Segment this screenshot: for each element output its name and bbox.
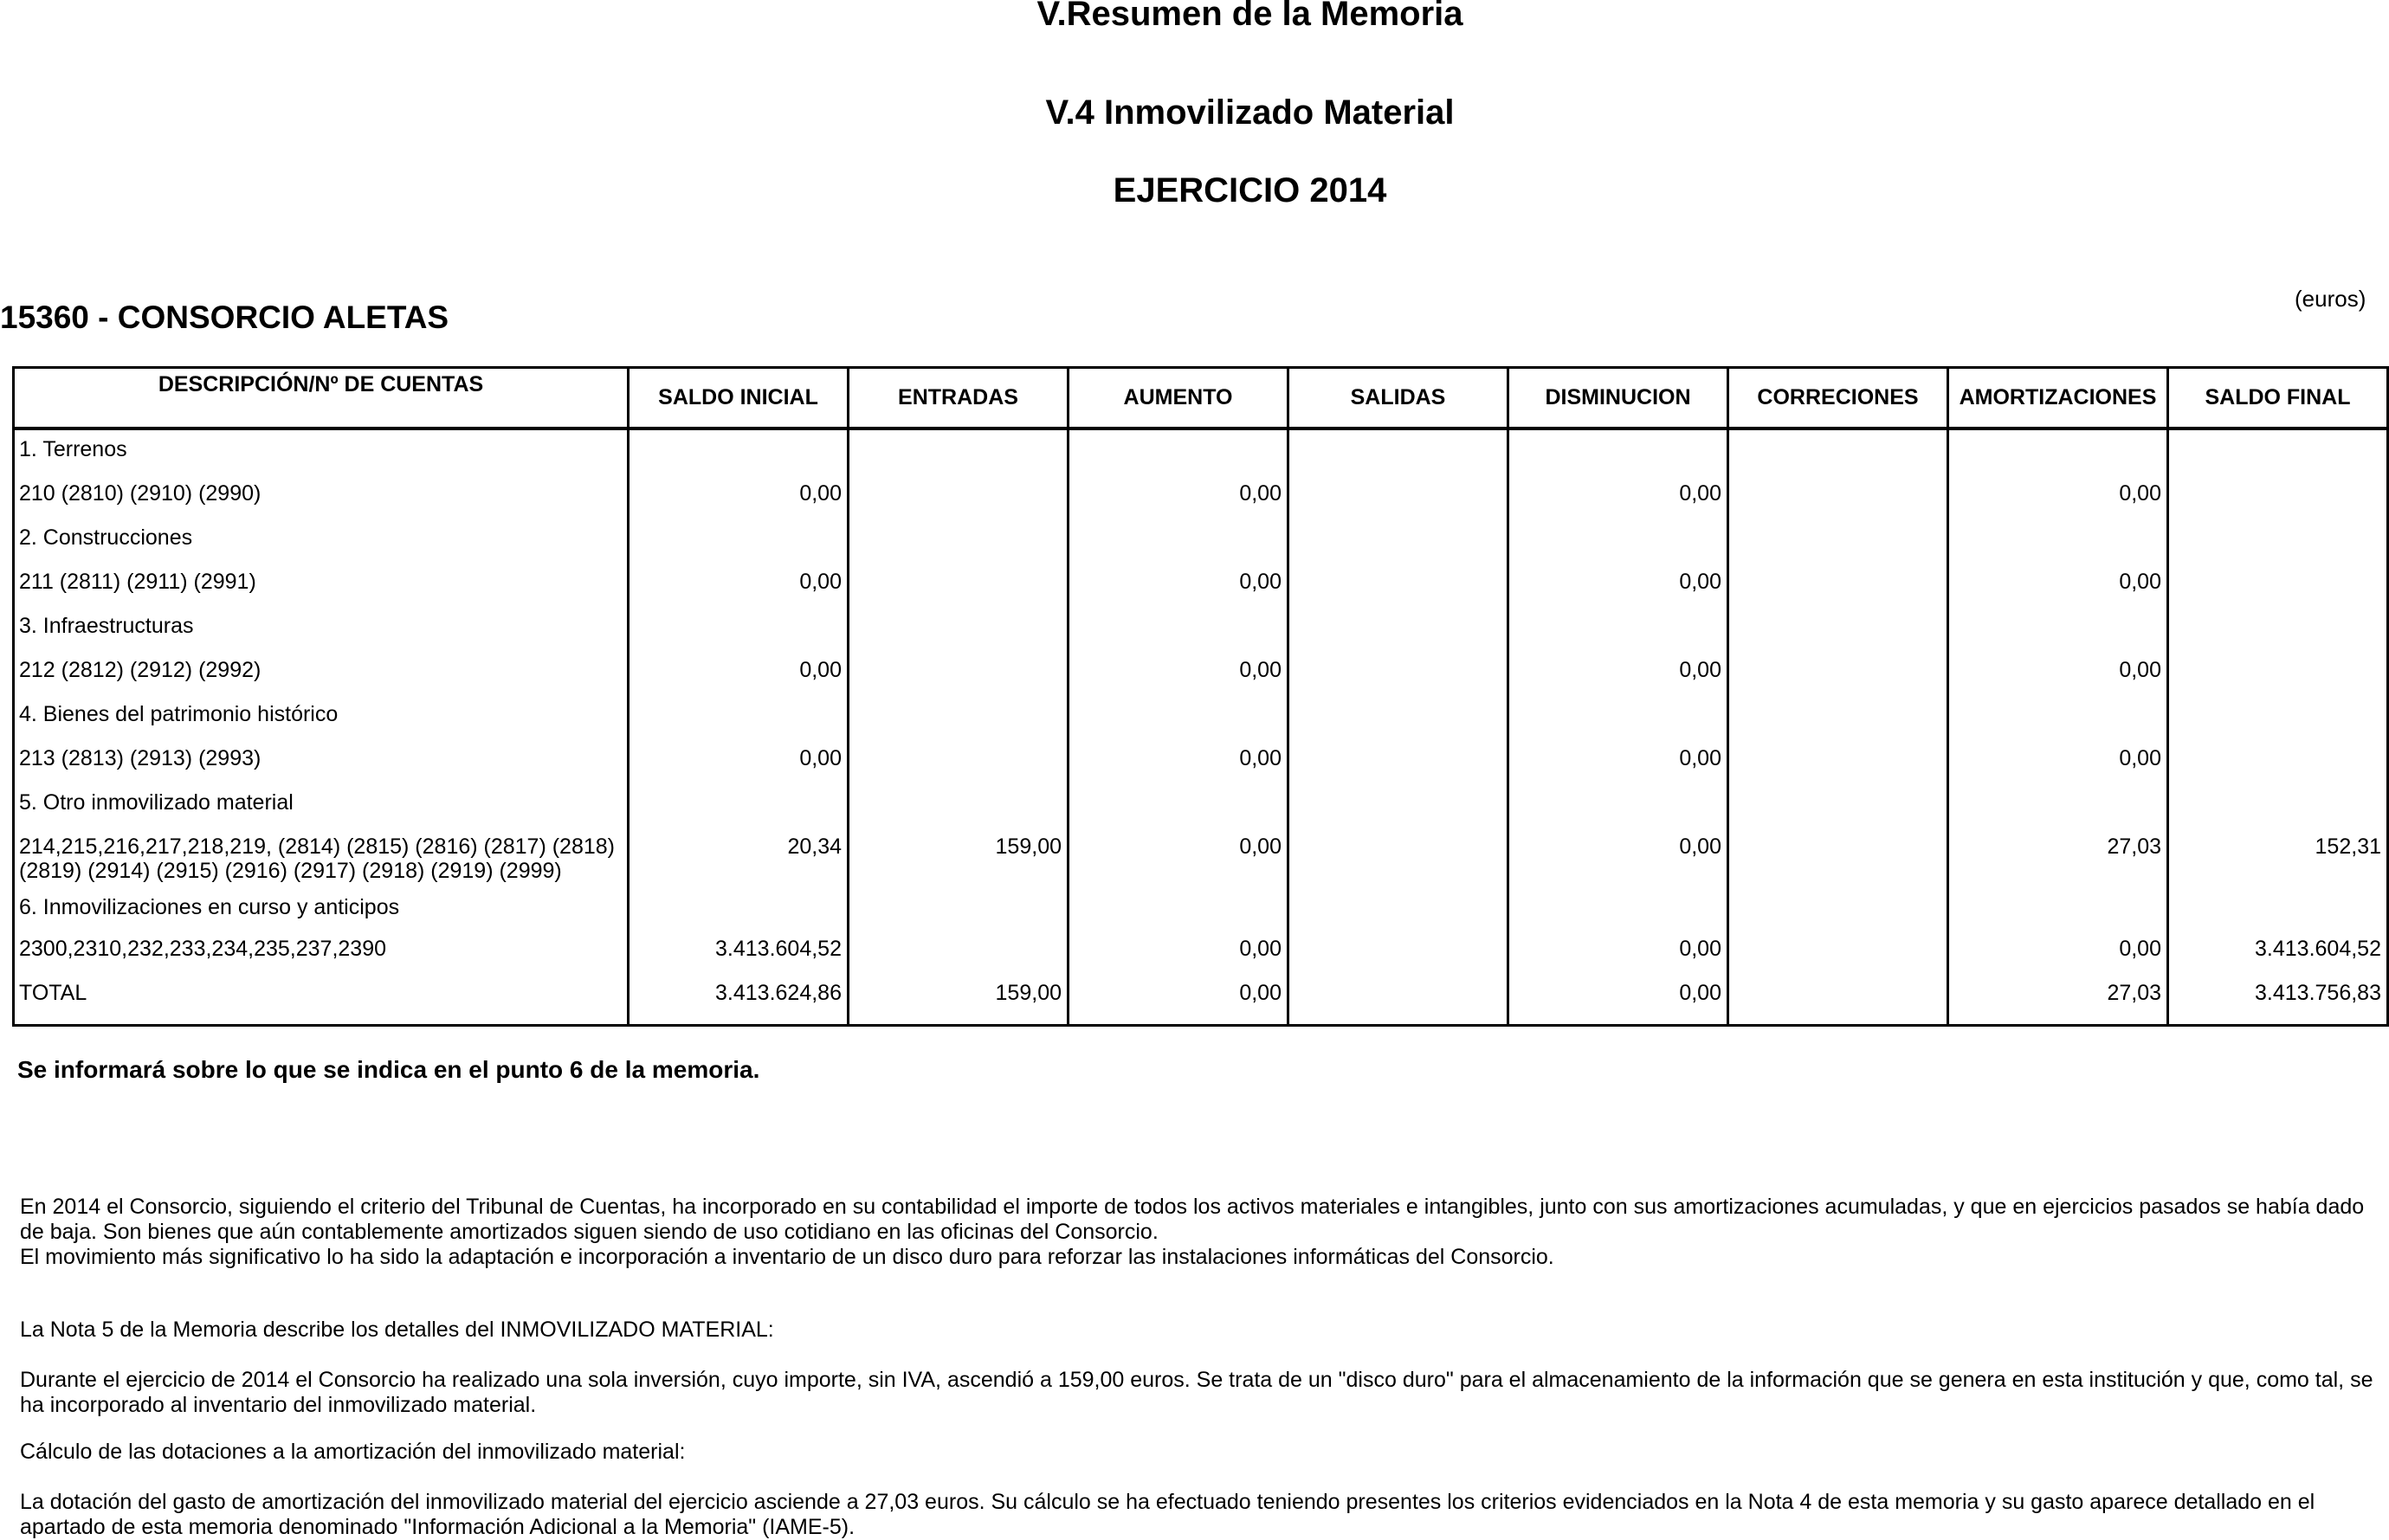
table-row	[14, 700, 2388, 744]
table-row	[14, 833, 2388, 893]
cell-entradas	[849, 893, 1069, 935]
table-header-row	[14, 368, 2388, 429]
table-row	[14, 744, 2388, 789]
cell-saldo-inicial	[629, 893, 849, 935]
cell-salidas	[1288, 744, 1508, 789]
cell-saldo-final	[2168, 700, 2388, 744]
cell-amortizaciones: 0,00	[1948, 744, 2168, 789]
col-header-aumento: AUMENTO	[1069, 368, 1288, 429]
cell-entradas	[849, 656, 1069, 700]
cell-correciones	[1728, 935, 1948, 979]
cell-disminucion: 0,00	[1508, 480, 1728, 524]
table-row	[14, 935, 2388, 979]
cell-aumento	[1069, 893, 1288, 935]
cell-saldo-final	[2168, 524, 2388, 568]
cell-saldo-final	[2168, 893, 2388, 935]
cell-saldo-inicial: 0,00	[629, 744, 849, 789]
cell-amortizaciones: 0,00	[1948, 568, 2168, 612]
paragraph-criterio: En 2014 el Consorcio, siguiendo el criterio del Tribunal de Cuentas, ha incorporado en su contabilidad el importe de todos los activos materiales e intangibles, junto con sus amortizaciones acumuladas, y que en ejercicios pasados se había dado de baja. Son bienes que aún contablemente amortizados siguen siendo de uso cotidiano en las oficinas del Consorcio.	[20, 1195, 2365, 1244]
cell-entradas	[849, 568, 1069, 612]
cell-correciones	[1728, 789, 1948, 833]
cell-entradas	[849, 480, 1069, 524]
cell-saldo-final	[2168, 428, 2388, 480]
cell-salidas	[1288, 524, 1508, 568]
cell-amortizaciones	[1948, 524, 2168, 568]
cell-saldo-inicial: 0,00	[629, 480, 849, 524]
cell-disminucion: 0,00	[1508, 979, 1728, 1026]
table-row	[14, 893, 2388, 935]
paragraph-inversion: Durante el ejercicio de 2014 el Consorcio ha realizado una sola inversión, cuyo importe, sin IVA, ascendió a 159,00 euros. Se trata de un "disco duro" para el almacenamiento de la información que se genera en esta institución y que, como tal, se ha incorporado al inventario del inmovilizado material.	[20, 1368, 2373, 1417]
cell-amortizaciones: 27,03	[1948, 833, 2168, 893]
cell-aumento: 0,00	[1069, 568, 1288, 612]
table-row	[14, 480, 2388, 524]
paragraph-nota5: La Nota 5 de la Memoria describe los detalles del INMOVILIZADO MATERIAL:	[20, 1318, 774, 1342]
cell-amortizaciones	[1948, 700, 2168, 744]
col-header-amortizaciones: AMORTIZACIONES	[1948, 368, 2168, 429]
cell-correciones	[1728, 979, 1948, 1026]
col-header-salidas: SALIDAS	[1288, 368, 1508, 429]
cell-saldo-final	[2168, 568, 2388, 612]
row-description: 212 (2812) (2912) (2992)	[14, 656, 629, 700]
col-header-saldo-inicial: SALDO INICIAL	[629, 368, 849, 429]
cell-aumento	[1069, 428, 1288, 480]
row-description: 211 (2811) (2911) (2991)	[14, 568, 629, 612]
section-title: V.4 Inmovilizado Material	[1045, 93, 1455, 132]
cell-entradas	[849, 524, 1069, 568]
table-row	[14, 656, 2388, 700]
table-row	[14, 428, 2388, 480]
row-description: 214,215,216,217,218,219, (2814) (2815) (2816) (2817) (2818) (2819) (2914) (2915) (2916) (2917) (2918) (2919) (2999)	[14, 833, 629, 893]
cell-amortizaciones: 27,03	[1948, 979, 2168, 1026]
cell-correciones	[1728, 656, 1948, 700]
fiscal-year-title: EJERCICIO 2014	[1113, 171, 1387, 209]
cell-correciones	[1728, 428, 1948, 480]
cell-aumento: 0,00	[1069, 935, 1288, 979]
cell-correciones	[1728, 744, 1948, 789]
paragraph-calculo-heading: Cálculo de las dotaciones a la amortización del inmovilizado material:	[20, 1440, 686, 1464]
col-header-saldo-final: SALDO FINAL	[2168, 368, 2388, 429]
row-description: 3. Infraestructuras	[14, 612, 629, 656]
table-row	[14, 568, 2388, 612]
row-description: 213 (2813) (2913) (2993)	[14, 744, 629, 789]
cell-entradas	[849, 428, 1069, 480]
cell-entradas	[849, 700, 1069, 744]
table-row	[14, 612, 2388, 656]
report-title: V.Resumen de la Memoria	[1036, 0, 1463, 33]
cell-saldo-inicial	[629, 612, 849, 656]
cell-disminucion: 0,00	[1508, 833, 1728, 893]
table-total-row	[14, 979, 2388, 1026]
cell-disminucion: 0,00	[1508, 656, 1728, 700]
cell-amortizaciones	[1948, 893, 2168, 935]
row-description: 2300,2310,232,233,234,235,237,2390	[14, 935, 629, 979]
cell-salidas	[1288, 935, 1508, 979]
cell-saldo-inicial	[629, 700, 849, 744]
col-header-descripcion: DESCRIPCIÓN/Nº DE CUENTAS	[14, 368, 629, 429]
cell-salidas	[1288, 700, 1508, 744]
cell-correciones	[1728, 612, 1948, 656]
currency-units: (euros)	[2295, 286, 2366, 312]
cell-amortizaciones: 0,00	[1948, 656, 2168, 700]
cell-saldo-final: 152,31	[2168, 833, 2388, 893]
row-description: 5. Otro inmovilizado material	[14, 789, 629, 833]
memo-reference-note: Se informará sobre lo que se indica en el punto 6 de la memoria.	[17, 1056, 760, 1083]
cell-amortizaciones	[1948, 612, 2168, 656]
cell-aumento	[1069, 612, 1288, 656]
cell-amortizaciones	[1948, 789, 2168, 833]
cell-amortizaciones: 0,00	[1948, 480, 2168, 524]
cell-aumento	[1069, 700, 1288, 744]
cell-aumento: 0,00	[1069, 656, 1288, 700]
cell-disminucion	[1508, 789, 1728, 833]
cell-disminucion: 0,00	[1508, 568, 1728, 612]
cell-entradas	[849, 744, 1069, 789]
cell-amortizaciones: 0,00	[1948, 935, 2168, 979]
cell-salidas	[1288, 789, 1508, 833]
cell-salidas	[1288, 656, 1508, 700]
paragraph-movimiento: El movimiento más significativo lo ha sido la adaptación e incorporación a inventario de un disco duro para reforzar las instalaciones informáticas del Consorcio.	[20, 1245, 1554, 1269]
cell-disminucion	[1508, 612, 1728, 656]
entity-name: 15360 - CONSORCIO ALETAS	[0, 300, 449, 335]
cell-saldo-inicial	[629, 524, 849, 568]
cell-salidas	[1288, 480, 1508, 524]
cell-disminucion	[1508, 700, 1728, 744]
cell-correciones	[1728, 700, 1948, 744]
col-header-disminucion: DISMINUCION	[1508, 368, 1728, 429]
cell-saldo-inicial: 3.413.604,52	[629, 935, 849, 979]
cell-correciones	[1728, 833, 1948, 893]
cell-correciones	[1728, 480, 1948, 524]
fixed-assets-table	[12, 366, 2389, 1027]
cell-saldo-inicial: 0,00	[629, 656, 849, 700]
cell-entradas: 159,00	[849, 979, 1069, 1026]
cell-correciones	[1728, 524, 1948, 568]
cell-saldo-final	[2168, 789, 2388, 833]
cell-correciones	[1728, 893, 1948, 935]
row-description: 2. Construcciones	[14, 524, 629, 568]
cell-aumento	[1069, 789, 1288, 833]
col-header-entradas: ENTRADAS	[849, 368, 1069, 429]
paragraph-dotacion: La dotación del gasto de amortización del inmovilizado material del ejercicio asciende a 27,03 euros. Su cálculo se ha efectuado teniendo presentes los criterios evidenciados en la Nota 4 de esta memoria y su gasto aparece detallado en el apartado de esta memoria denominado "Información Adicional a la Memoria" (IAME-5).	[20, 1490, 2315, 1539]
row-description: 4. Bienes del patrimonio histórico	[14, 700, 629, 744]
cell-salidas	[1288, 979, 1508, 1026]
cell-entradas: 159,00	[849, 833, 1069, 893]
table-row	[14, 789, 2388, 833]
cell-correciones	[1728, 568, 1948, 612]
row-description: 6. Inmovilizaciones en curso y anticipos	[14, 893, 629, 935]
cell-disminucion: 0,00	[1508, 744, 1728, 789]
cell-saldo-inicial	[629, 428, 849, 480]
cell-aumento: 0,00	[1069, 744, 1288, 789]
cell-saldo-inicial	[629, 789, 849, 833]
cell-salidas	[1288, 428, 1508, 480]
cell-saldo-final	[2168, 612, 2388, 656]
cell-aumento: 0,00	[1069, 979, 1288, 1026]
cell-saldo-final	[2168, 744, 2388, 789]
cell-entradas	[849, 612, 1069, 656]
cell-entradas	[849, 935, 1069, 979]
cell-disminucion: 0,00	[1508, 935, 1728, 979]
cell-salidas	[1288, 833, 1508, 893]
cell-disminucion	[1508, 428, 1728, 480]
cell-saldo-inicial: 20,34	[629, 833, 849, 893]
cell-amortizaciones	[1948, 428, 2168, 480]
cell-saldo-inicial: 0,00	[629, 568, 849, 612]
cell-aumento: 0,00	[1069, 833, 1288, 893]
cell-saldo-final: 3.413.604,52	[2168, 935, 2388, 979]
row-description: 1. Terrenos	[14, 428, 629, 480]
cell-salidas	[1288, 893, 1508, 935]
cell-aumento: 0,00	[1069, 480, 1288, 524]
row-description: TOTAL	[14, 979, 629, 1026]
cell-aumento	[1069, 524, 1288, 568]
col-header-correciones: CORRECIONES	[1728, 368, 1948, 429]
cell-saldo-final: 3.413.756,83	[2168, 979, 2388, 1026]
row-description: 210 (2810) (2910) (2990)	[14, 480, 629, 524]
cell-saldo-inicial: 3.413.624,86	[629, 979, 849, 1026]
cell-salidas	[1288, 568, 1508, 612]
cell-disminucion	[1508, 893, 1728, 935]
table-row	[14, 524, 2388, 568]
cell-disminucion	[1508, 524, 1728, 568]
cell-saldo-final	[2168, 656, 2388, 700]
cell-saldo-final	[2168, 480, 2388, 524]
cell-entradas	[849, 789, 1069, 833]
cell-salidas	[1288, 612, 1508, 656]
